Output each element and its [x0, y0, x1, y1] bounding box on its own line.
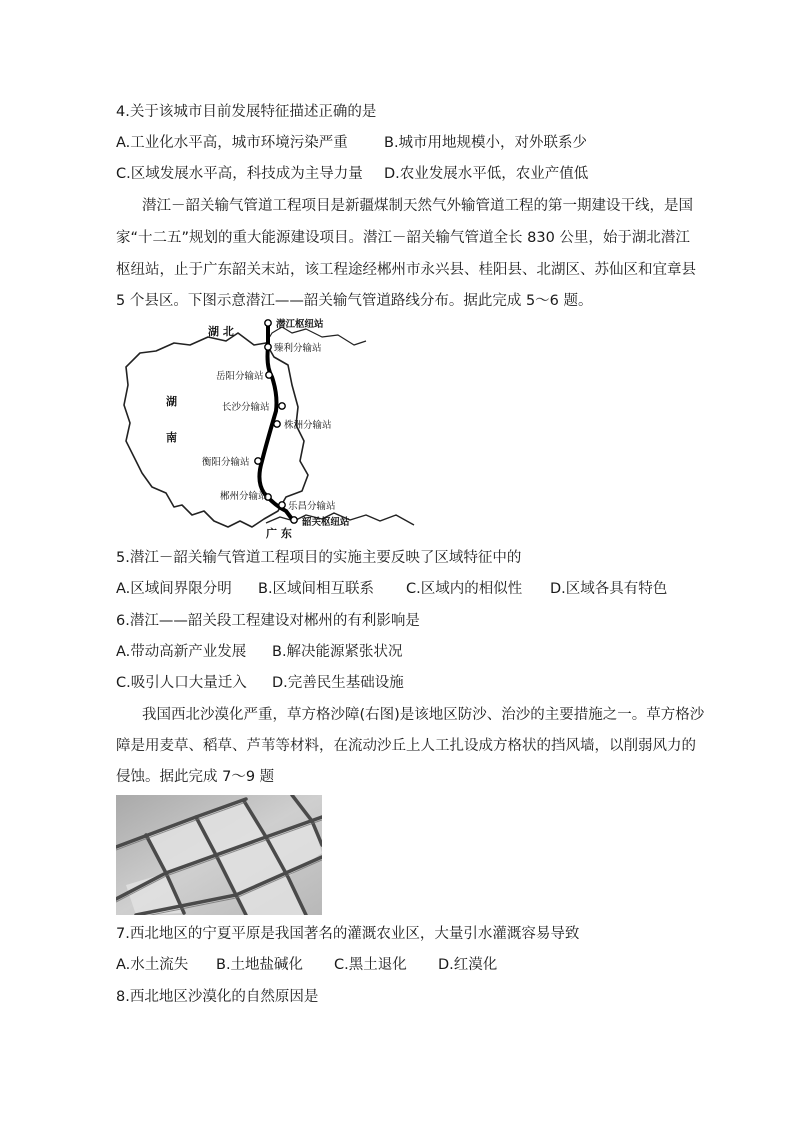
- q7-option-b: B.土地盐碱化: [216, 957, 304, 973]
- q4-option-c: C.区域发展水平高，科技成为主导力量: [116, 166, 363, 182]
- passage2-line: 我国西北沙漠化严重，草方格沙障(右图)是该地区防沙、治沙的主要措施之一。草方格沙: [142, 707, 705, 723]
- q5-stem: 5.潜江－韶关输气管道工程项目的实施主要反映了区域特征中的: [116, 550, 522, 566]
- passage1-line: 潜江－韶关输气管道工程项目是新疆煤制天然气外输管道工程的第一期建设干线，是国: [142, 198, 693, 214]
- station-label-chenzhou: 郴州分输站: [220, 491, 268, 502]
- province-label-guangdong: 广 东: [266, 527, 292, 540]
- station-marker-yueyang: [266, 372, 272, 378]
- q6-option-a: A.带动高新产业发展: [116, 644, 247, 660]
- q5-option-c: C.区域内的相似性: [406, 581, 523, 597]
- q5-option-a: A.区域间界限分明: [116, 581, 232, 597]
- station-label-qianjiang: 潜江枢纽站: [276, 319, 324, 330]
- station-marker-hengyang: [255, 458, 261, 464]
- station-label-zhuzhou: 株洲分输站: [284, 420, 332, 431]
- station-label-shaoguan: 韶关枢纽站: [302, 517, 350, 528]
- q4-option-a: A.工业化水平高，城市环境污染严重: [116, 135, 348, 151]
- station-marker-changsha: [279, 403, 285, 409]
- q6-option-c: C.吸引人口大量迁入: [116, 675, 247, 691]
- straw-checkerboard-photo: [116, 795, 322, 915]
- q6-stem: 6.潜江——韶关段工程建设对郴州的有利影响是: [116, 613, 420, 629]
- q7-option-d: D.红漠化: [438, 957, 498, 973]
- pipeline-route-map: [116, 315, 416, 540]
- q6-option-b: B.解决能源紧张状况: [272, 644, 403, 660]
- q7-option-a: A.水土流失: [116, 957, 189, 973]
- station-label-changsha: 长沙分输站: [222, 402, 270, 413]
- q6-option-d: D.完善民生基础设施: [272, 675, 404, 691]
- passage1-line: 家“十二五”规划的重大能源建设项目。潜江－韶关输气管道全长 830 公里，始于湖北潜江: [116, 230, 690, 246]
- station-label-hengyang: 衡阳分输站: [202, 457, 250, 468]
- q4-option-b: B.城市用地规模小，对外联系少: [384, 135, 588, 151]
- province-label-hunan: 南: [166, 431, 177, 444]
- hunan-boundary: [124, 333, 308, 527]
- q4-stem: 4.关于该城市目前发展特征描述正确的是: [116, 104, 377, 120]
- province-label-hubei: 湖 北: [208, 325, 234, 338]
- province-label-hunan: 湖: [166, 395, 177, 408]
- q4-option-d: D.农业发展水平低，农业产值低: [384, 166, 589, 182]
- station-marker-lianli: [265, 344, 271, 350]
- passage1-line: 5 个县区。下图示意潜江——韶关输气管道路线分布。据此完成 5～6 题。: [116, 293, 593, 309]
- passage2-line: 侵蚀。据此完成 7～9 题: [116, 769, 275, 785]
- station-marker-shaoguan: [291, 517, 297, 523]
- station-label-lechang: 乐昌分输站: [288, 501, 336, 512]
- station-marker-qianjiang: [265, 320, 271, 326]
- q8-stem: 8.西北地区沙漠化的自然原因是: [116, 989, 319, 1005]
- passage2-line: 障是用麦草、稻草、芦苇等材料，在流动沙丘上人工扎设成方格状的挡风墙，以削弱风力的: [116, 738, 696, 754]
- q5-option-b: B.区域间相互联系: [258, 581, 375, 597]
- station-label-lianli: 臻利分输站: [274, 343, 322, 354]
- station-label-yueyang: 岳阳分输站: [216, 371, 264, 382]
- q7-option-c: C.黑土退化: [334, 957, 407, 973]
- q5-option-d: D.区域各具有特色: [550, 581, 668, 597]
- passage1-line: 枢纽站，止于广东韶关末站，该工程途经郴州市永兴县、桂阳县、北湖区、苏仙区和宜章县: [116, 262, 696, 278]
- station-marker-lechang: [279, 502, 285, 508]
- q7-stem: 7.西北地区的宁夏平原是我国著名的灌溉农业区，大量引水灌溉容易导致: [116, 926, 580, 942]
- station-marker-zhuzhou: [274, 421, 280, 427]
